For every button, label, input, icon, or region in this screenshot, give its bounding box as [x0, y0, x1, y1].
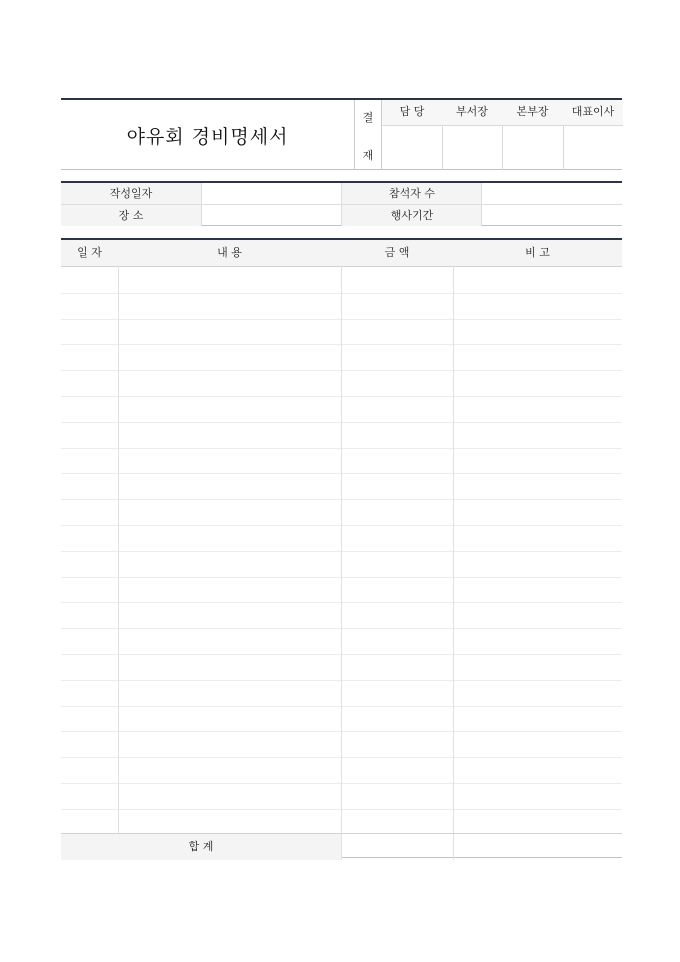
info-row [61, 205, 622, 226]
info-value-period[interactable] [481, 205, 623, 226]
approval-side-top: 결 [362, 111, 374, 124]
approval-column-dept-head [442, 100, 503, 170]
info-label-attendees: 참석자 수 [341, 183, 482, 204]
total-label: 합 계 [61, 833, 341, 860]
total-amount-cell[interactable] [341, 834, 454, 860]
approval-column-header: 부서장 [442, 100, 502, 126]
column-divider [118, 266, 119, 859]
info-value-attendees[interactable] [481, 183, 623, 204]
info-value-date[interactable] [201, 183, 342, 204]
info-label-period: 행사기간 [341, 205, 482, 226]
approval-column-header: 본부장 [502, 100, 563, 126]
info-label-date: 작성일자 [61, 183, 201, 204]
info-value-place[interactable] [201, 205, 342, 226]
document-title: 야유회 경비명세서 [126, 125, 289, 148]
column-divider [453, 266, 454, 833]
column-header-amount: 금 액 [341, 240, 453, 267]
approval-side-bottom: 재 [362, 149, 374, 162]
column-divider [341, 266, 342, 833]
column-header-remarks: 비 고 [453, 240, 622, 267]
approval-column-staff [382, 100, 443, 170]
total-row [341, 833, 622, 860]
column-header-date: 일 자 [61, 240, 118, 267]
info-label-place: 장 소 [61, 205, 201, 226]
info-table [61, 181, 622, 226]
approval-column-header: 대표이사 [563, 100, 623, 126]
approval-column-header: 담 당 [382, 100, 442, 126]
info-row [61, 183, 622, 205]
approval-box [354, 100, 623, 170]
approval-side-label [355, 100, 382, 170]
expense-table [61, 238, 622, 858]
column-header-content: 내 용 [118, 240, 341, 267]
approval-column-ceo [563, 100, 623, 170]
document-header [61, 98, 622, 170]
approval-column-division-head [502, 100, 564, 170]
